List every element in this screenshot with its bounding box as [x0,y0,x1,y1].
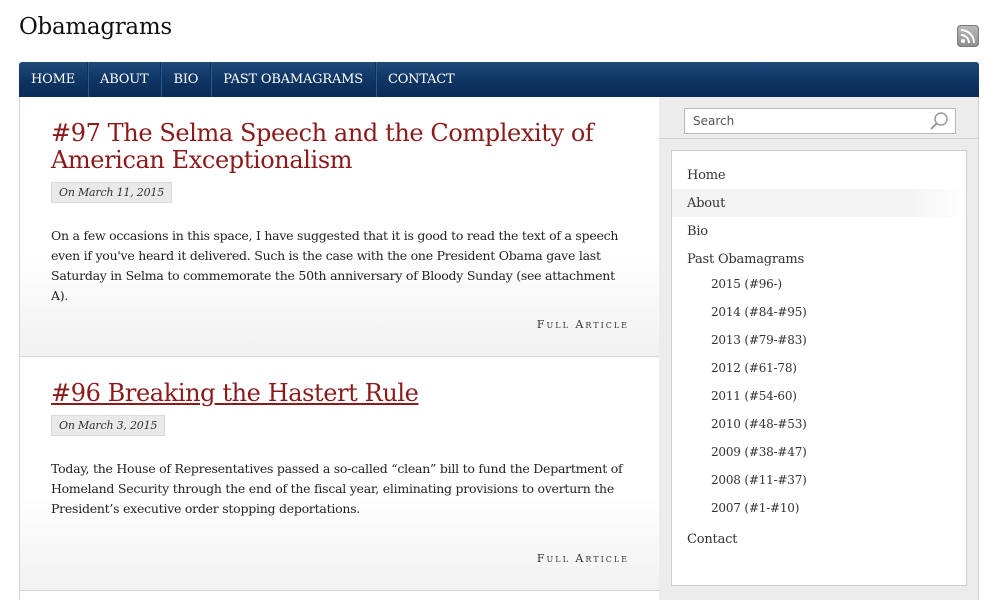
sidebar-subitem-2015[interactable]: 2015 (#96-) [711,277,782,291]
sidebar-item-about[interactable]: About [687,196,726,211]
post-date: On March 11, 2015 [51,182,172,203]
post-title[interactable]: #97 The Selma Speech and the Complexity of American Exceptionalism [51,119,594,174]
post-item [20,97,660,357]
search-icon[interactable] [929,111,949,135]
sidebar-item-home[interactable]: Home [687,168,726,183]
site-title[interactable]: Obamagrams [19,14,172,40]
sidebar-subitem-2008[interactable]: 2008 (#11-#37) [711,473,807,487]
sidebar-item-past-obamagrams[interactable]: Past Obamagrams [687,252,805,267]
full-article-link[interactable]: Full Article [536,552,629,565]
full-article-link[interactable]: Full Article [536,318,629,331]
search-input[interactable] [685,109,915,133]
sidebar-subitem-2012[interactable]: 2012 (#61-78) [711,361,797,375]
rss-icon[interactable] [957,25,979,47]
nav-bio[interactable]: BIO [161,62,211,97]
sidebar-subitem-2011[interactable]: 2011 (#54-60) [711,389,797,403]
sidebar-subitem-2009[interactable]: 2009 (#38-#47) [711,445,807,459]
sidebar-subitem-2013[interactable]: 2013 (#79-#83) [711,333,807,347]
sidebar-item-contact[interactable]: Contact [687,532,738,547]
sidebar-item-bio[interactable]: Bio [687,224,708,239]
post-item [20,357,660,591]
post-excerpt: On a few occasions in this space, I have suggested that it is good to read the text of a speech even if you've heard it delivered. Such is the case with the one President Obama gave last Saturday in Selma to commemorate the 50th anniversary of Bloody Sunday (see attachment A). [51,228,619,303]
nav-about[interactable]: ABOUT [88,62,161,97]
main-nav [19,62,979,97]
post-title[interactable]: #96 Breaking the Hastert Rule [51,379,419,407]
sidebar [659,97,979,600]
nav-past-obamagrams[interactable]: PAST OBAMAGRAMS [211,62,376,97]
posts-column [19,97,661,600]
search-box [684,108,956,134]
post-date: On March 3, 2015 [51,415,165,436]
sidebar-menu [671,150,967,586]
sidebar-subitem-2010[interactable]: 2010 (#48-#53) [711,417,807,431]
sidebar-subitem-2014[interactable]: 2014 (#84-#95) [711,305,807,319]
sidebar-subitem-2007[interactable]: 2007 (#1-#10) [711,501,800,515]
nav-home[interactable]: HOME [19,62,88,97]
post-excerpt: Today, the House of Representatives passed a so-called “clean” bill to fund the Department of Homeland Security through the end of the fiscal year, eliminating provisions to overturn the President’s executive order stopping deportations. [51,461,623,516]
nav-contact[interactable]: CONTACT [387,72,455,87]
divider [659,138,978,139]
